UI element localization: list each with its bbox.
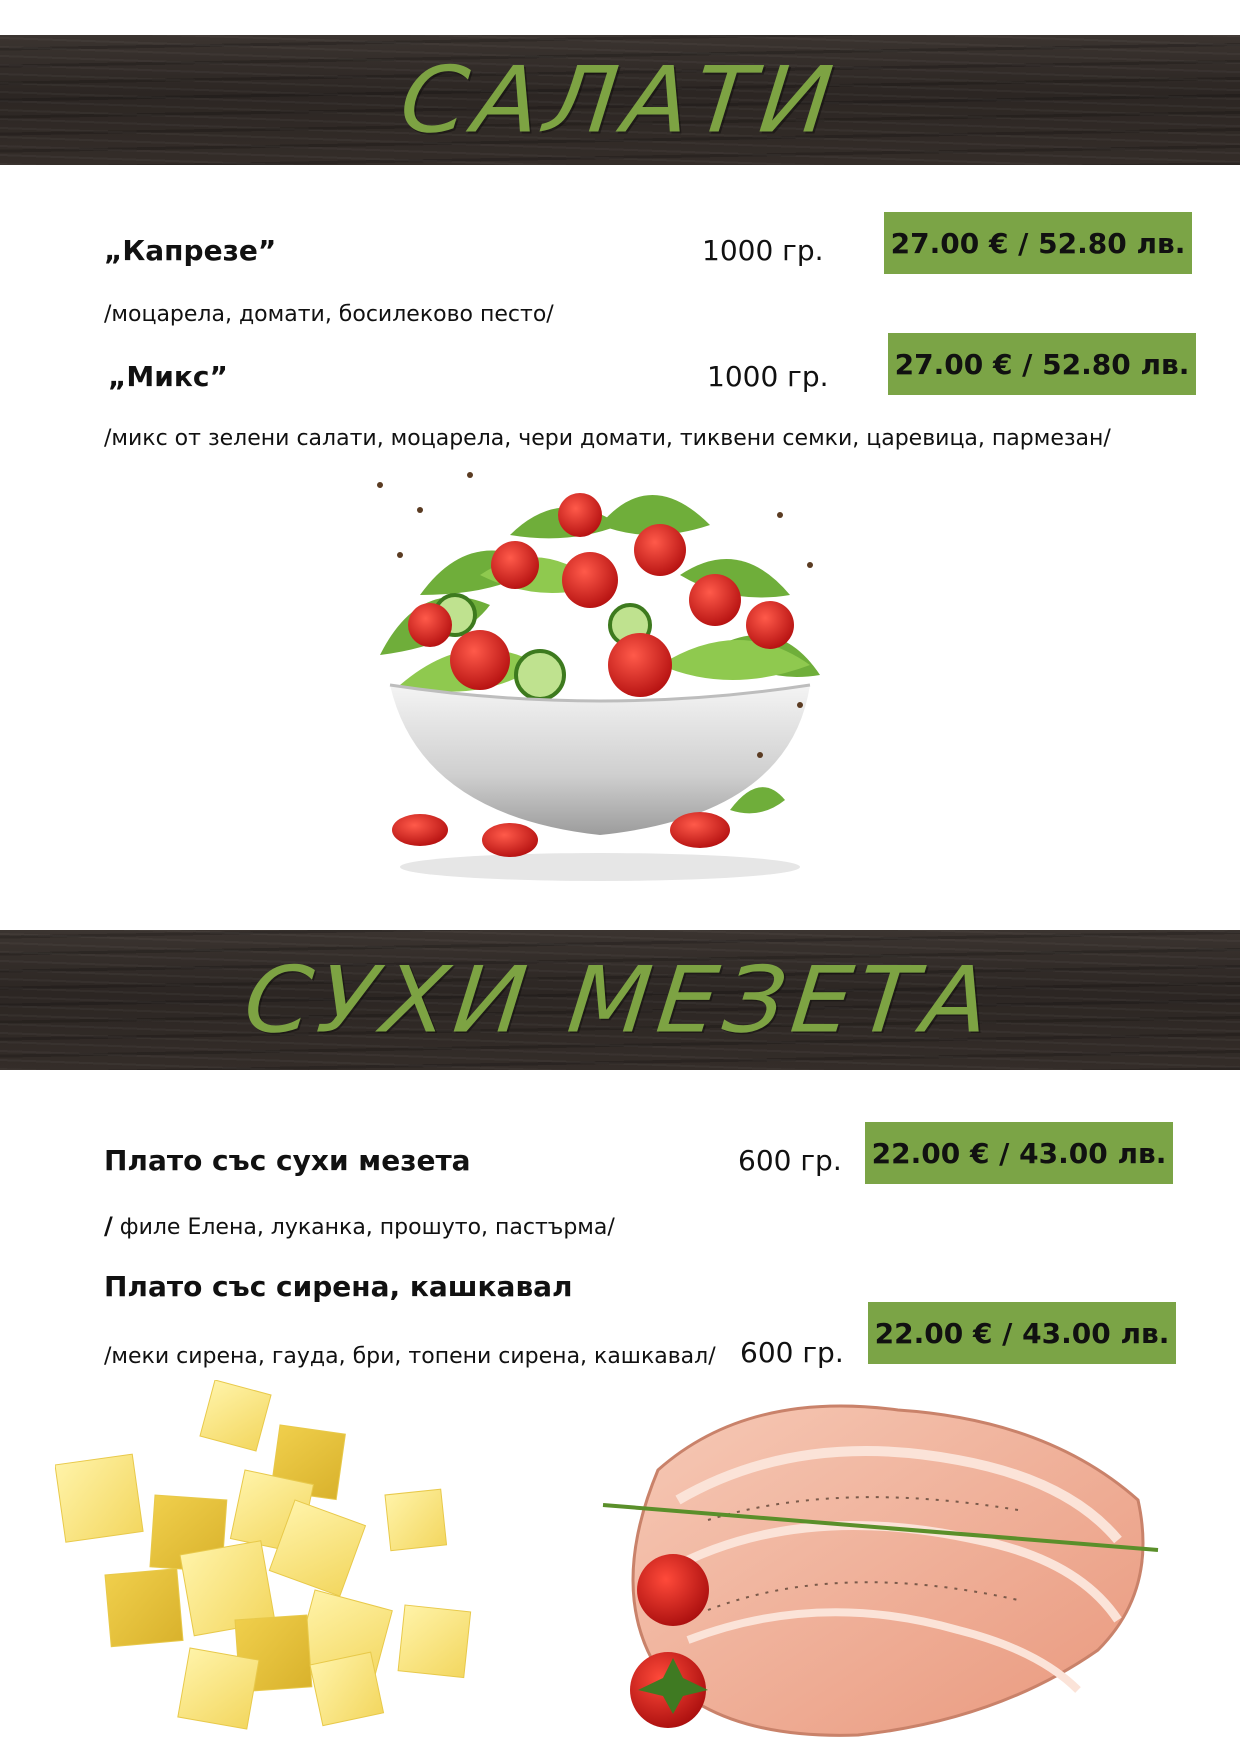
cured-meats-banner <box>0 930 1240 1070</box>
meat-platter-weight: 600 гр. <box>738 1144 842 1177</box>
cheese-platter-description: /меки сирена, гауда, бри, топени сирена, кашкавал/ <box>104 1344 716 1369</box>
salad-bowl-image <box>360 455 840 895</box>
caprese-name: „Капрезе” <box>104 234 277 267</box>
cheese-platter-name: Плато със сирена, кашкавал <box>104 1270 573 1303</box>
meat-platter-name: Плато със сухи мезета <box>104 1144 471 1177</box>
salads-banner <box>0 35 1240 165</box>
caprese-weight: 1000 гр. <box>702 234 824 267</box>
cured-meat-image <box>598 1390 1168 1745</box>
cheese-platter-price-badge: 22.00 € / 43.00 лв. <box>868 1302 1176 1364</box>
mix-description: /микс от зелени салати, моцарела, чери домати, тиквени семки, царевица, пармезан/ <box>104 426 1111 451</box>
mix-name: „Микс” <box>108 360 228 393</box>
meat-platter-price-badge: 22.00 € / 43.00 лв. <box>865 1122 1173 1184</box>
mix-price-badge: 27.00 € / 52.80 лв. <box>888 333 1196 395</box>
salads-title: САЛАТИ <box>395 46 845 154</box>
cheese-platter-weight: 600 гр. <box>740 1336 844 1369</box>
mix-weight: 1000 гр. <box>707 360 829 393</box>
meat-platter-description: / филе Елена, луканка, прошуто, пастърма/ <box>104 1212 615 1240</box>
caprese-price-badge: 27.00 € / 52.80 лв. <box>884 212 1192 274</box>
caprese-description: /моцарела, домати, босилеково песто/ <box>104 302 554 327</box>
cheese-cubes-image <box>55 1380 535 1740</box>
cured-meats-title: СУХИ МЕЗЕТА <box>239 946 1001 1054</box>
